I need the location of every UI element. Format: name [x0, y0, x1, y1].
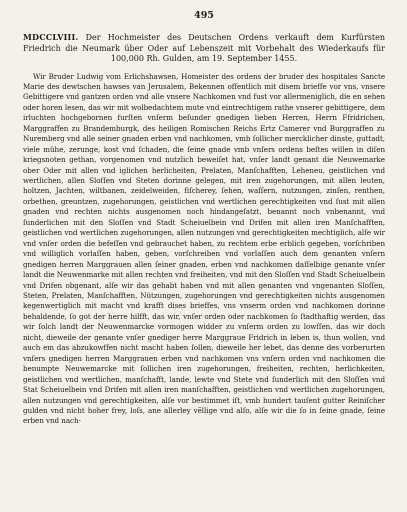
body-paragraph: Wir Bruder Ludwig vom Erlichshawsen, Homeister des ordens der bruder des hospitales Sancte Marie des dewtschen hawses van Jerusalem, Bekennen offentlich mit disem brieffe vor vns, vnsere Gebittigere vnd gantzen orden vnd alle vnsere Nachkomen vnd fust vor allermeniglich, die en sehen oder horen lesen, das wir mit wolbedachtem mute vnd eintrechtigem rathe vnserer gebittigere, dem irluchten hochgebornen furſten vnſerm beſunder gnedigen lieben Herren, Herrn Ffridrichen, Marggraffen zu Brandemburgk, des heiligen Romischen Reichs Ertz Camerer vnd Burggraffen zu Nuremberg vnd alle seiner gnaden erben vnd nachkomen, vmb ſollicher mercklicher dinste, guttadt, viele mühe, zerunge, kost vnd ſchaden, die ſeine gnade vmb vnſers ordens beſtes willen in diſen kriegsnoten gethan, vorgenomen vnd nutzlich beweiſet hat, vnſer landt genant die Neuwemarke ober Oder mit allen vnd iglichen herlicheiten, Prelaten, Manſchafften, Leheneu, geistlichen vnd wertlichen, allen Sloſſen vnd Steten dorinne gelegen, mit iren zugehorungen, mit allen leuten, holtzen, Jachten, wiltbanen, zeidelweiden, fiſcherey, ſehen, waſſern, nutzungen, zinſen, renthen, orbethen, greuntzen, zugehorungen, geistlichen vnd wertlichen gerechtigkeiten vnd ſust mit allen gnaden vnd rechten nichts ausgenomen noch hindangeſatzt, benannt noch vnbenannt, vnd ſunderlichen mit den Sloſſen vnd Stadt Scheiuelbein vnd Drifen mit allen iren Manſchafften, geistlichen vnd wertlichen zugehorungen, allen nutzungen vnd gerechtigkeiten mechtiglich, alſe wir vnd vnſer orden die befeſſen vnd gebrauchet haben, zu rechtem erbe erblich gegeben, vorſchriben vnd williglich vorlaſſen haben, geben, vorſchreiben vnd vorlaſſen auch dem genanten vnſern gnedigen herren Marggrauen allen ſeiner gnaden, erben vnd nachkomen daſſelbige genante vnſer landt die Neuwenmarke mit allen rechten vnd freiheiten, vnd mit den Sloſſen vnd Stadt Scheiuelbein vnd Drifen obgenant, alſe wir das gehabt haben vnd mit allen genanten vnd vngenanten Sloſſen, Steten, Prelaten, Manſchafften, Nützungen, zugehorungen vnd gerechtigkeiten nichts ausgenomen kegenwertiglich mit macht vnd krafft dises brieffes, vns vnserm orden vnd nachkomen dorinne behaldende, ſo got der herre hilfft, das wir, vnſer orden oder nachkomen ſo ſtadthaftig werden, das wir ſolch landt der Neuwenmarcke vormogen widder zu vnſerm orden zu lowſſen, das wir doch nicht, dieweile der genante vnſer gnediger herre Marggraue Fridrich in leben is, thun wollen, vnd auch em das abzukowffen nicht macht haben ſollen, dieweile her lebet, das denne des vorberurten vnſers gnedigen herren Marggrauen erben vnd nachkomen vns vnſern orden vnd nachkomen die benumpte Neuwemarcke mit ſollichen iren zugehorungen, freiheiten, rechten, herlichkeiten, geistlichen vnd wertlichen, manſchafft, lande, lewte vnd Stete vnd ſunderlich mit den Sloſſen vnd Stat Scheiuelbein vnd Drifen mit allen iren manſchafften, geistlichen vnd wertlichen zugehorungen, allen nutzungen vnd gerechtigkeiten, alſe vor bestimmet iſt, vmb hundert tauſent gutter Reiniſcher gulden vnd nicht hoher frey, loſs, ane allerley vẽllige vnd alſo, alſe wir die ſo in ſeine gnade, ſeine erben vnd nach- — [23, 71, 385, 426]
page-number: 495 — [194, 10, 214, 21]
heading-text: Der Hochmeister des Deutschen Ordens verkauft dem Kurfürsten Friedrich die Neumark über Oder auf Lebenszeit mit Vorbehalt des Wiederkaufs für 100,000 Rh. Gulden, am 19. September 1455. — [23, 33, 385, 63]
document-number: MDCCLVIII. — [23, 32, 79, 42]
document-heading — [23, 32, 385, 65]
